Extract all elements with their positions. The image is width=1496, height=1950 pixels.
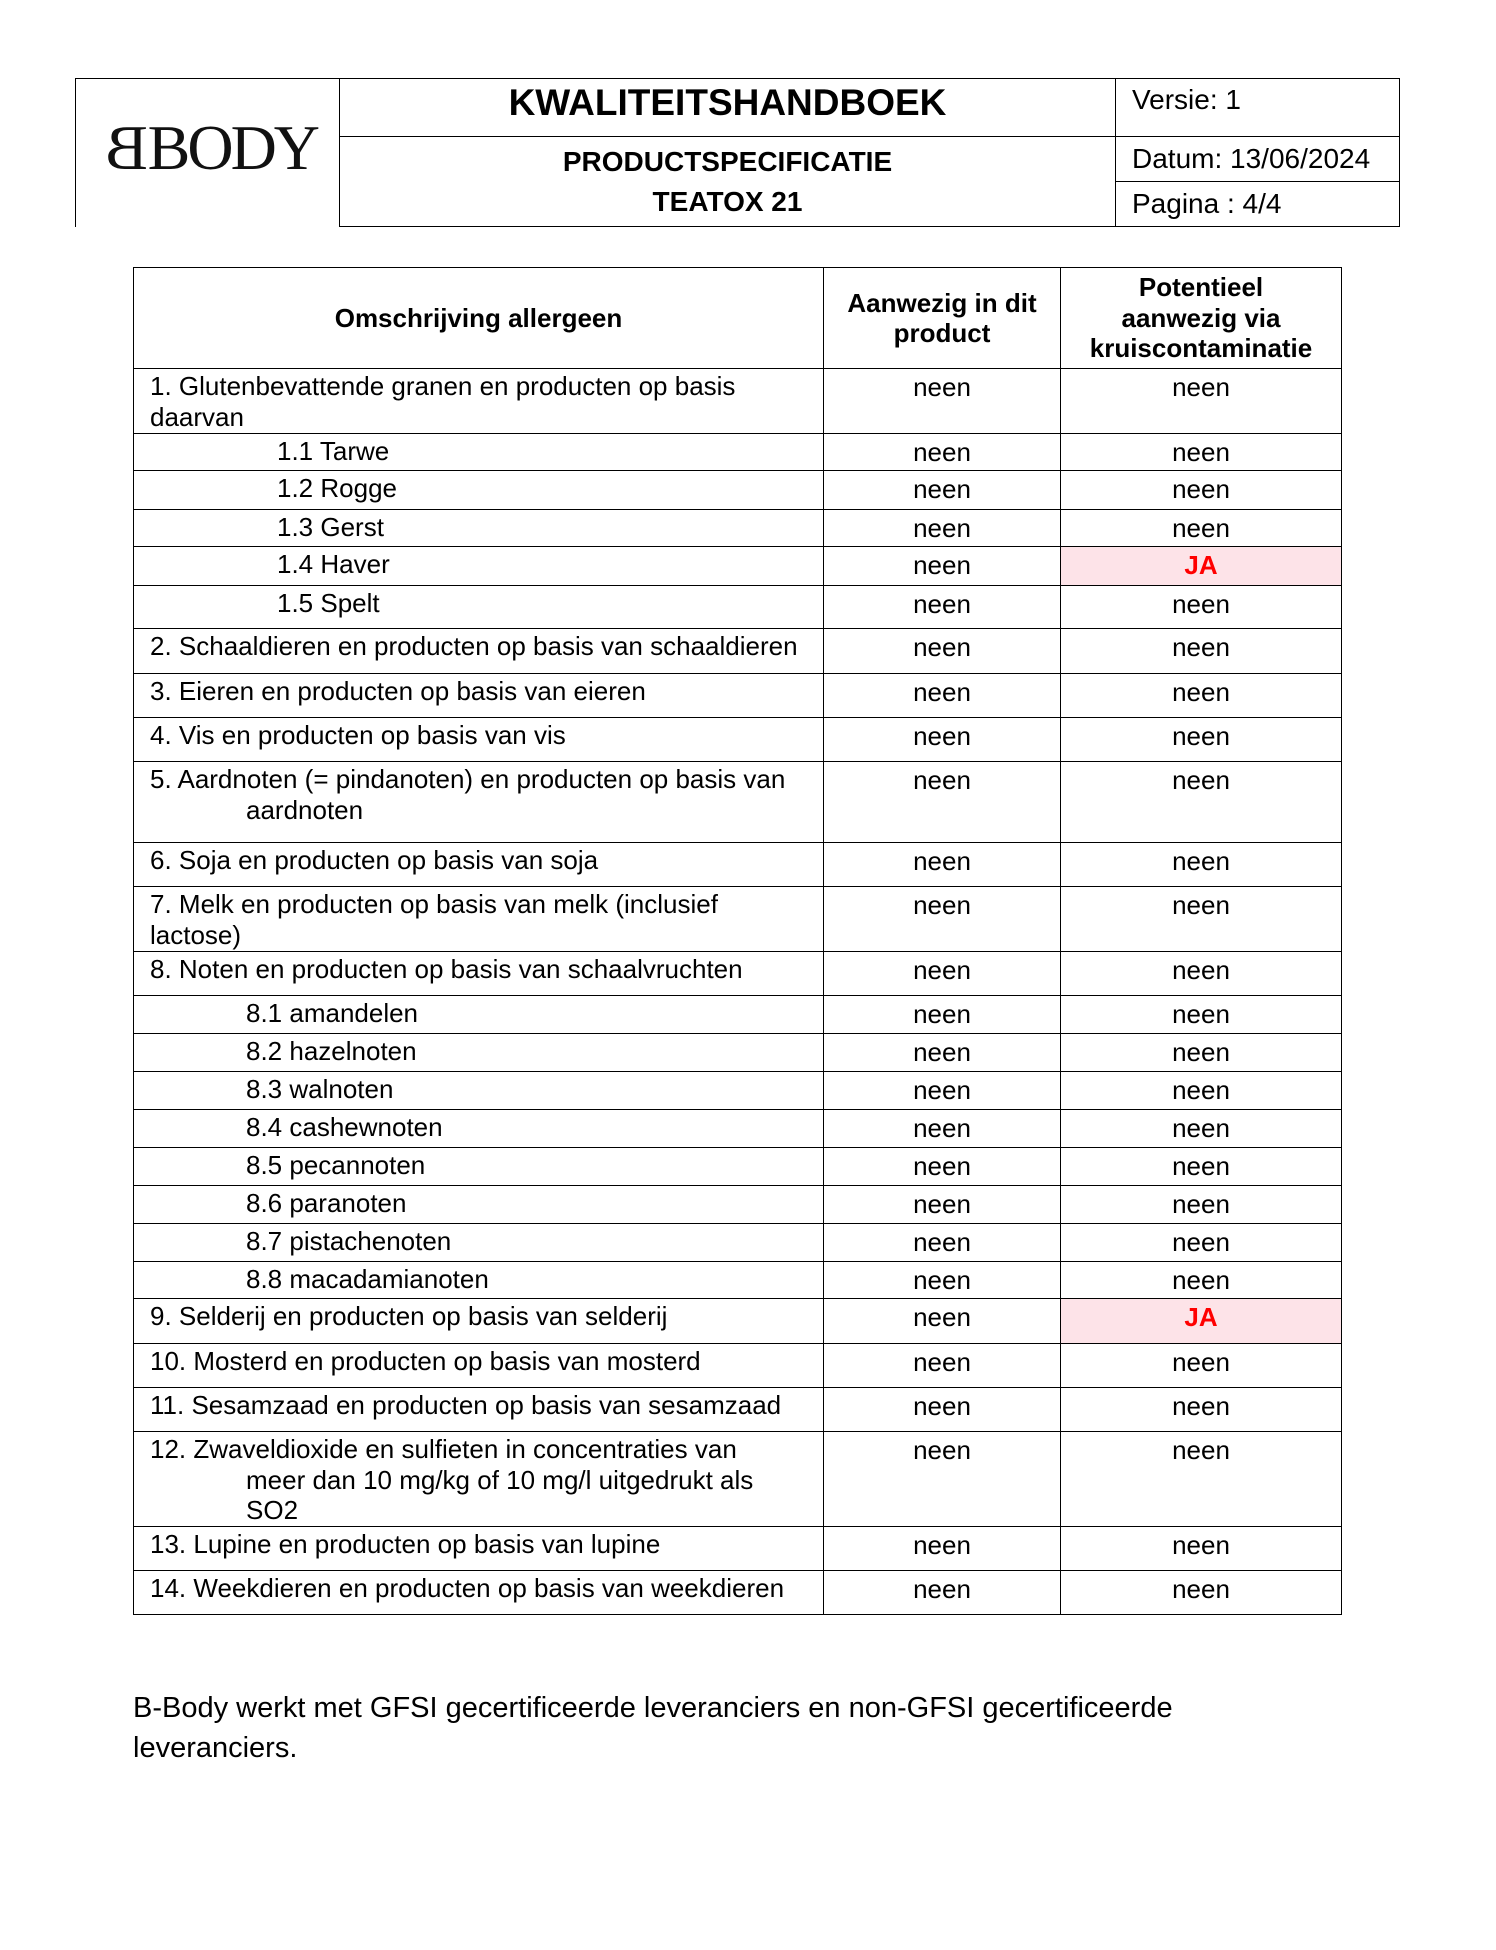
cross-contamination-value: neen [1061,952,1342,996]
present-value: neen [824,547,1061,586]
cross-contamination-value: neen [1061,369,1342,434]
present-value: neen [824,1186,1061,1224]
allergen-description: 14. Weekdieren en producten op basis van weekdieren [134,1571,824,1615]
allergen-description: 1.3 Gerst [134,510,824,547]
cross-contamination-value: neen [1061,762,1342,843]
brand-logo-cell [75,78,339,227]
document-date: Datum: 13/06/2024 [1116,137,1400,182]
present-value: neen [824,996,1061,1034]
brand-logo [107,112,318,183]
present-value: neen [824,1034,1061,1072]
allergen-description: 8.2 hazelnoten [134,1034,824,1072]
present-value: neen [824,1072,1061,1110]
cross-contamination-value: neen [1061,718,1342,762]
present-value: neen [824,510,1061,547]
allergen-description: 1.2 Rogge [134,471,824,510]
cross-contamination-value: neen [1061,1072,1342,1110]
document-version: Versie: 1 [1116,78,1400,137]
present-value: neen [824,843,1061,887]
cross-contamination-value: neen [1061,1527,1342,1571]
allergen-description: 8.7 pistachenoten [134,1224,824,1262]
brand-logo-word: BODY [147,112,318,183]
allergen-description: 12. Zwaveldioxide en sulfieten in concentraties van meer dan 10 mg/kg of 10 mg/l uitgedrukt als SO2 [134,1432,824,1527]
table-row [134,1186,1342,1224]
cross-contamination-value: neen [1061,1432,1342,1527]
cross-contamination-value: neen [1061,1186,1342,1224]
allergen-description: 8.1 amandelen [134,996,824,1034]
allergen-description: 1.1 Tarwe [134,434,824,471]
cross-contamination-value: neen [1061,996,1342,1034]
present-value: neen [824,369,1061,434]
table-row [134,1148,1342,1186]
table-row [134,369,1342,434]
allergen-description: 7. Melk en producten op basis van melk (inclusief lactose) [134,887,824,952]
column-header-cross-contamination: Potentieel aanwezig via kruiscontaminatie [1061,268,1342,369]
allergen-description: 11. Sesamzaad en producten op basis van sesamzaad [134,1388,824,1432]
table-row [134,1388,1342,1432]
cross-contamination-value: neen [1061,674,1342,718]
allergen-description: 3. Eieren en producten op basis van eieren [134,674,824,718]
present-value: neen [824,762,1061,843]
cross-contamination-value: neen [1061,586,1342,629]
allergen-description: 13. Lupine en producten op basis van lupine [134,1527,824,1571]
table-row [134,1262,1342,1299]
cross-contamination-value: neen [1061,1262,1342,1299]
present-value: neen [824,1110,1061,1148]
product-name: TEATOX 21 [652,185,803,217]
present-value: neen [824,1148,1061,1186]
allergen-description: 8.8 macadamianoten [134,1262,824,1299]
brand-logo-mark: B [107,112,148,183]
table-row [134,952,1342,996]
table-row [134,1432,1342,1527]
cross-contamination-value: neen [1061,887,1342,952]
present-value: neen [824,434,1061,471]
table-row [134,629,1342,674]
table-row [134,718,1342,762]
cross-contamination-value: neen [1061,1224,1342,1262]
table-row [134,1224,1342,1262]
table-row [134,1299,1342,1344]
present-value: neen [824,471,1061,510]
table-row [134,843,1342,887]
document-title: KWALITEITSHANDBOEK [339,78,1116,137]
present-value: neen [824,952,1061,996]
present-value: neen [824,887,1061,952]
allergen-description: 8. Noten en producten op basis van schaalvruchten [134,952,824,996]
present-value: neen [824,1299,1061,1344]
allergen-description: 8.6 paranoten [134,1186,824,1224]
document-subtitle [339,137,1116,227]
column-header-present: Aanwezig in dit product [824,268,1061,369]
table-row [134,887,1342,952]
cross-contamination-value: neen [1061,510,1342,547]
allergen-description: 8.4 cashewnoten [134,1110,824,1148]
allergen-description: 4. Vis en producten op basis van vis [134,718,824,762]
table-row [134,996,1342,1034]
table-row [134,1344,1342,1388]
table-header-row [134,268,1342,369]
allergen-table [133,267,1342,1615]
cross-contamination-alert-value: JA [1061,547,1342,586]
table-row [134,1034,1342,1072]
present-value: neen [824,629,1061,674]
table-row [134,586,1342,629]
column-header-description: Omschrijving allergeen [134,268,824,369]
present-value: neen [824,1571,1061,1615]
present-value: neen [824,1527,1061,1571]
allergen-description: 2. Schaaldieren en producten op basis van schaaldieren [134,629,824,674]
table-row [134,510,1342,547]
table-row [134,471,1342,510]
table-row [134,1571,1342,1615]
document-type: PRODUCTSPECIFICATIE [562,145,893,177]
cross-contamination-value: neen [1061,1034,1342,1072]
table-row [134,1110,1342,1148]
cross-contamination-value: neen [1061,629,1342,674]
allergen-description: 1.4 Haver [134,547,824,586]
allergen-description: 5. Aardnoten (= pindanoten) en producten op basis van aardnoten [134,762,824,843]
allergen-description: 8.5 pecannoten [134,1148,824,1186]
cross-contamination-value: neen [1061,1388,1342,1432]
allergen-description: 10. Mosterd en producten op basis van mosterd [134,1344,824,1388]
page-number: Pagina : 4/4 [1116,182,1400,227]
cross-contamination-value: neen [1061,1110,1342,1148]
allergen-description: 1.5 Spelt [134,586,824,629]
table-row [134,674,1342,718]
cross-contamination-value: neen [1061,471,1342,510]
present-value: neen [824,1262,1061,1299]
cross-contamination-value: neen [1061,843,1342,887]
cross-contamination-alert-value: JA [1061,1299,1342,1344]
table-row [134,434,1342,471]
present-value: neen [824,1344,1061,1388]
table-row [134,1527,1342,1571]
cross-contamination-value: neen [1061,1148,1342,1186]
present-value: neen [824,1432,1061,1527]
table-row [134,1072,1342,1110]
allergen-description: 8.3 walnoten [134,1072,824,1110]
present-value: neen [824,1224,1061,1262]
cross-contamination-value: neen [1061,434,1342,471]
present-value: neen [824,586,1061,629]
allergen-description: 1. Glutenbevattende granen en producten op basis daarvan [134,369,824,434]
present-value: neen [824,674,1061,718]
cross-contamination-value: neen [1061,1344,1342,1388]
present-value: neen [824,1388,1061,1432]
allergen-description: 9. Selderij en producten op basis van selderij [134,1299,824,1344]
supplier-certification-note: B-Body werkt met GFSI gecertificeerde leveranciers en non-GFSI gecertificeerde leveranciers. [133,1692,1173,1764]
allergen-description: 6. Soja en producten op basis van soja [134,843,824,887]
present-value: neen [824,718,1061,762]
table-row [134,762,1342,843]
table-row [134,547,1342,586]
cross-contamination-value: neen [1061,1571,1342,1615]
